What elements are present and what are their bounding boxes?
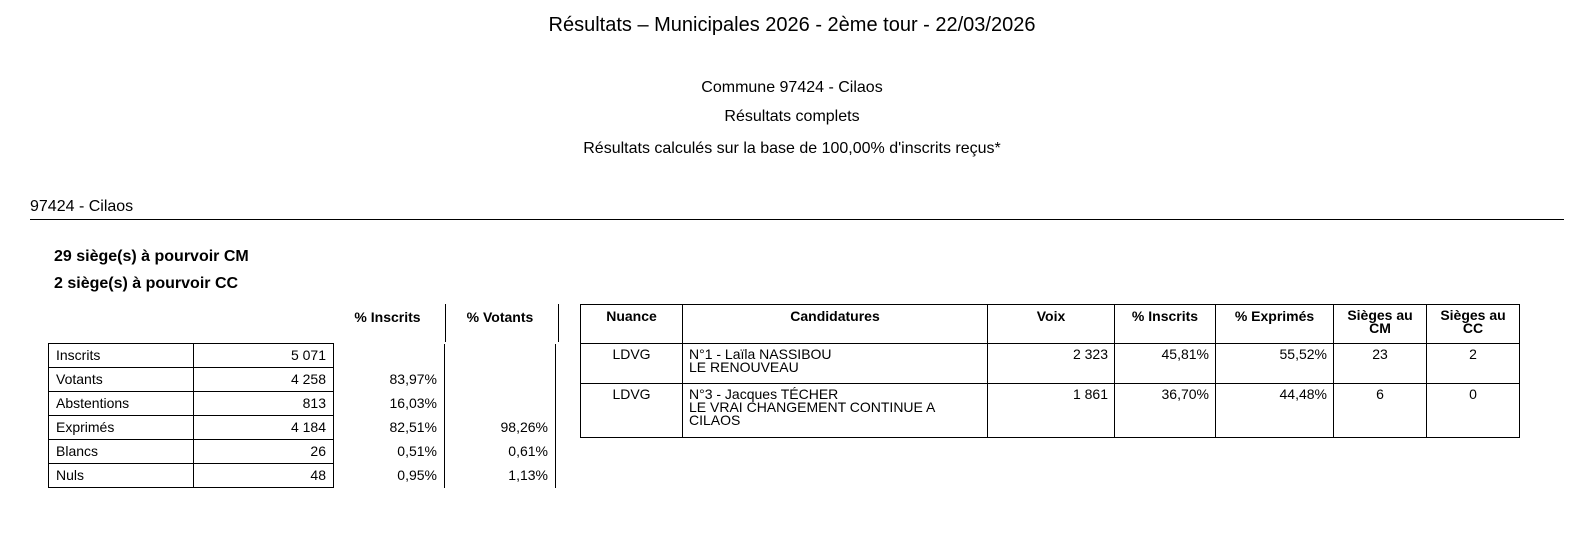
summary-pct-votants: 98,26% [445, 416, 556, 440]
summary-label: Inscrits [49, 344, 194, 368]
candidate-pct-exprimes: 55,52% [1216, 344, 1334, 384]
results-scope: Résultats complets [724, 108, 860, 125]
summary-pct-votants [445, 392, 556, 416]
summary-header-votants: % Votants [466, 309, 534, 325]
summary-row [49, 392, 556, 416]
seats-cm: 29 siège(s) à pourvoir CM [54, 248, 249, 265]
header-voix: Voix [988, 305, 1115, 344]
header-sieges-cm: Sièges au CM [1334, 305, 1427, 344]
summary-table [48, 343, 556, 488]
summary-row [49, 416, 556, 440]
seats-cc: 2 siège(s) à pourvoir CC [54, 275, 239, 292]
summary-value: 4 258 [194, 368, 334, 392]
summary-row [49, 464, 556, 488]
candidate-voix: 1 861 [988, 384, 1115, 438]
summary-value: 813 [194, 392, 334, 416]
summary-pct-inscrits: 0,51% [334, 440, 445, 464]
header-candidatures: Candidatures [683, 305, 988, 344]
candidates-table [580, 304, 1520, 438]
summary-header-divider [558, 304, 559, 342]
candidate-pct-inscrits: 45,81% [1115, 344, 1216, 384]
summary-pct-inscrits: 0,95% [334, 464, 445, 488]
summary-pct-votants: 1,13% [445, 464, 556, 488]
summary-value: 5 071 [194, 344, 334, 368]
summary-row [49, 344, 556, 368]
candidate-list-cell [683, 384, 988, 438]
candidate-pct-inscrits: 36,70% [1115, 384, 1216, 438]
candidate-list-name: LE RENOUVEAU [689, 359, 799, 375]
results-basis: Résultats calculés sur la base de 100,00% d'inscrits reçus* [583, 140, 1001, 157]
summary-pct-inscrits: 16,03% [334, 392, 445, 416]
summary-pct-votants: 0,61% [445, 440, 556, 464]
candidate-nuance: LDVG [581, 344, 683, 384]
header-sieges-cc: Sièges au CC [1427, 305, 1520, 344]
candidate-list-cell [683, 344, 988, 384]
summary-pct-votants [445, 368, 556, 392]
candidate-sieges-cm: 6 [1334, 384, 1427, 438]
header-pct-inscrits: % Inscrits [1115, 305, 1216, 344]
page-title: Résultats – Municipales 2026 - 2ème tour - 22/03/2026 [548, 14, 1036, 36]
candidate-name: N°1 - Laïla NASSIBOU [689, 346, 832, 362]
candidate-sieges-cc: 0 [1427, 384, 1520, 438]
summary-value: 26 [194, 440, 334, 464]
summary-value: 48 [194, 464, 334, 488]
summary-pct-inscrits: 82,51% [334, 416, 445, 440]
summary-row [49, 440, 556, 464]
summary-header-divider [445, 304, 446, 342]
summary-pct-inscrits [334, 344, 445, 368]
summary-header-inscrits: % Inscrits [354, 309, 421, 325]
summary-pct-votants [445, 344, 556, 368]
summary-value: 4 184 [194, 416, 334, 440]
section-divider [30, 219, 1564, 220]
candidate-nuance: LDVG [581, 384, 683, 438]
candidate-row [581, 384, 1520, 438]
candidate-sieges-cc: 2 [1427, 344, 1520, 384]
candidate-voix: 2 323 [988, 344, 1115, 384]
header-nuance: Nuance [581, 305, 683, 344]
commune-label: Commune 97424 - Cilaos [701, 79, 883, 96]
summary-label: Nuls [49, 464, 194, 488]
summary-label: Abstentions [49, 392, 194, 416]
candidate-pct-exprimes: 44,48% [1216, 384, 1334, 438]
candidates-header-row [581, 305, 1520, 344]
candidate-list-name: LE VRAI CHANGEMENT CONTINUE A CILAOS [689, 399, 935, 428]
summary-label: Exprimés [49, 416, 194, 440]
section-label: 97424 - Cilaos [30, 198, 134, 215]
header-pct-exprimes: % Exprimés [1216, 305, 1334, 344]
candidate-sieges-cm: 23 [1334, 344, 1427, 384]
summary-label: Blancs [49, 440, 194, 464]
summary-pct-inscrits: 83,97% [334, 368, 445, 392]
summary-label: Votants [49, 368, 194, 392]
candidate-name: N°3 - Jacques TÉCHER [689, 386, 839, 402]
summary-row [49, 368, 556, 392]
candidate-row [581, 344, 1520, 384]
